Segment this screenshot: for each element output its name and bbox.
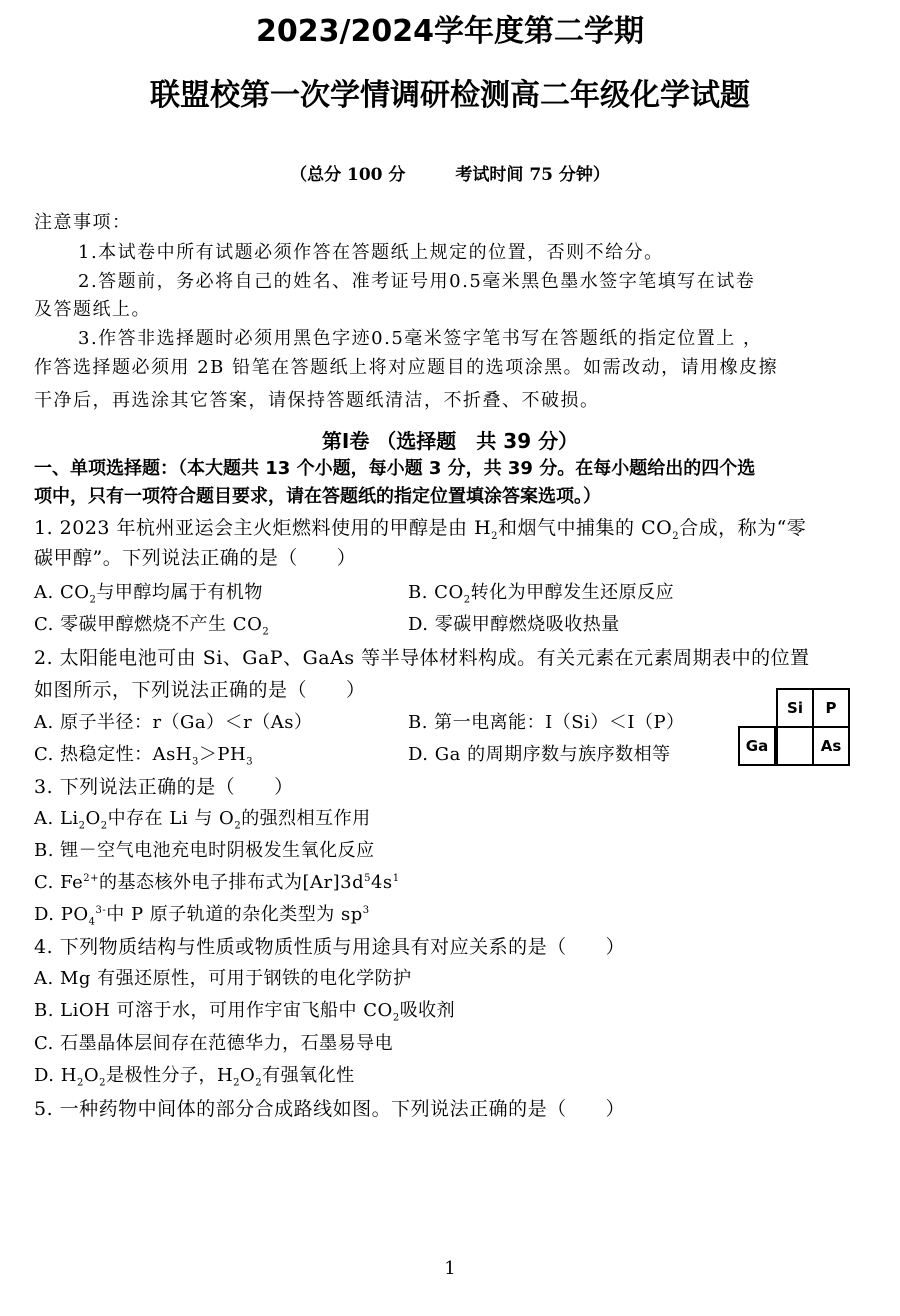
q3-option-c: C. $Fe^{2+}$的基态核外电子排布式为$[Ar]3d^54s^1$ — [34, 872, 400, 893]
notice-heading: 注意事项： — [34, 212, 132, 233]
q1-stem: 1. 2023 年杭州亚运会主火炬燃料使用的甲醇是由 $H_2$和烟气中捕集的 $CO_2$合成，称为“零 — [34, 517, 807, 542]
q1-option-c: C. 零碳甲醇燃烧不产生 $CO_2$ — [34, 614, 270, 638]
q3-option-a: A. $Li_2O_2$中存在 Li 与 $O_2$的强烈相互作用 — [34, 808, 371, 832]
notice-item-2-cont: 及答题纸上。 — [34, 299, 151, 320]
section-intro: 一、单项选择题：（本大题共 13 个小题，每小题 3 分，共 39 分。在每小题给出的四个选 — [34, 458, 756, 479]
notice-item-3: 3.作答非选择题时必须用黑色字迹0.5毫米签字笔书写在答题纸的指定位置上 ， — [78, 328, 763, 349]
q4-option-d: D. $H_2O_2$是极性分子，$H_2O_2$有强氧化性 — [34, 1065, 355, 1089]
q2-option-a: A. 原子半径：r（Ga）＜r（As） — [34, 712, 313, 733]
notice-item-3-cont2: 干净后，再选涂其它答案，请保持答题纸清洁，不折叠、不破损。 — [34, 390, 600, 411]
total-score: （总分 100 分 — [290, 165, 406, 185]
q1-stem-cont: 碳甲醇”。下列说法正确的是（ ） — [34, 547, 357, 569]
q4-option-a: A. Mg 有强还原性，可用于钢铁的电化学防护 — [34, 968, 412, 989]
q2-stem: 2. 太阳能电池可由 Si、GaP、GaAs 等半导体材料构成。有关元素在元素周期表中的位置 — [34, 647, 810, 669]
notice-item-1: 1.本试卷中所有试题必须作答在答题纸上规定的位置，否则不给分。 — [78, 242, 664, 263]
page-number: 1 — [444, 1258, 456, 1279]
q4-option-c: C. 石墨晶体层间存在范德华力，石墨易导电 — [34, 1033, 394, 1054]
q4-stem: 4. 下列物质结构与性质或物质性质与用途具有对应关系的是（ ） — [34, 936, 626, 958]
q2-option-d: D. Ga 的周期序数与族序数相等 — [408, 744, 671, 765]
periodic-table-fragment — [738, 688, 852, 768]
section-intro-cont: 项中，只有一项符合题目要求，请在答题纸的指定位置填涂答案选项。） — [34, 486, 601, 507]
element-ga: Ga — [738, 726, 776, 766]
element-empty — [776, 726, 814, 766]
q1-option-a: A. $CO_2$与甲醇均属于有机物 — [34, 582, 263, 606]
q3-option-d: D. $PO_4^{3-}$中 P 原子轨道的杂化类型为 $sp^3$ — [34, 904, 370, 928]
q5-stem: 5. 一种药物中间体的部分合成路线如图。下列说法正确的是（ ） — [34, 1098, 626, 1120]
exam-title: 2023/2024学年度第二学期 — [256, 14, 644, 49]
element-si: Si — [776, 688, 814, 728]
q1-option-d: D. 零碳甲醇燃烧吸收热量 — [408, 614, 620, 635]
notice-item-2: 2.答题前，务必将自己的姓名、准考证号用0.5毫米黑色墨水签字笔填写在试卷 — [78, 271, 756, 292]
q2-option-c: C. 热稳定性：$AsH_3>PH_3$ — [34, 744, 254, 768]
section-title: 第Ⅰ卷 （选择题 共 39 分） — [321, 429, 579, 453]
exam-subtitle: 联盟校第一次学情调研检测高二年级化学试题 — [150, 78, 750, 113]
q2-option-b: B. 第一电离能：I（Si）＜I（P） — [408, 712, 685, 733]
element-p: P — [812, 688, 850, 728]
notice-item-3-cont: 作答选择题必须用 2B 铅笔在答题纸上将对应题目的选项涂黑。如需改动，请用橡皮擦 — [34, 357, 779, 378]
q2-stem-cont: 如图所示，下列说法正确的是（ ） — [34, 679, 366, 701]
exam-info — [0, 160, 900, 185]
q1-option-b: B. $CO_2$转化为甲醇发生还原反应 — [408, 582, 675, 606]
q4-option-b: B. LiOH 可溶于水，可用作宇宙飞船中 $CO_2$吸收剂 — [34, 1000, 456, 1024]
element-as: As — [812, 726, 850, 766]
q3-stem: 3. 下列说法正确的是（ ） — [34, 776, 294, 798]
exam-time: 考试时间 75 分钟） — [455, 165, 610, 185]
q3-option-b: B. 锂－空气电池充电时阴极发生氧化反应 — [34, 840, 375, 861]
